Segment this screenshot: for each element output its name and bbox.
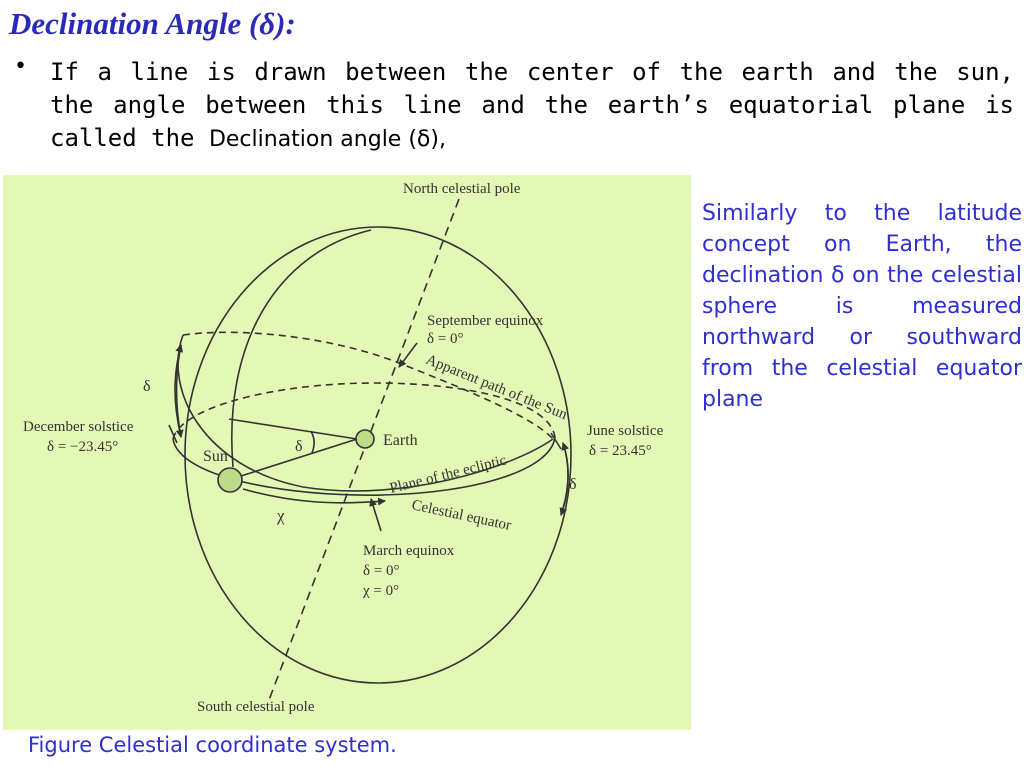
sun-equator-line: [229, 419, 357, 439]
september-equinox-label: September equinox: [427, 313, 544, 329]
delta-right-label: δ: [569, 476, 577, 493]
celestial-diagram: [3, 175, 691, 730]
bullet-marker: •: [14, 54, 27, 79]
december-solstice-label: December solstice: [23, 419, 134, 435]
earth-marker: [356, 430, 374, 448]
plane-ecliptic-label: Plane of the ecliptic: [388, 452, 508, 497]
chi-label: χ: [277, 506, 285, 525]
paragraph-tail: Declination angle (δ),: [208, 127, 446, 152]
delta-left-label: δ: [143, 378, 151, 395]
meridian-arc: [232, 230, 371, 467]
march-equinox-pointer: [371, 499, 381, 531]
march-equinox-label: March equinox: [363, 543, 455, 559]
june-delta-label: δ = 23.45°: [589, 443, 652, 459]
sun-marker: [218, 468, 242, 492]
north-pole-label: North celestial pole: [403, 181, 521, 197]
celestial-equator-label: Celestial equator: [410, 497, 513, 534]
december-delta-label: δ = −23.45°: [47, 439, 119, 455]
south-pole-label: South celestial pole: [197, 699, 315, 715]
sept-equinox-pointer: [399, 343, 417, 367]
side-note: Similarly to the latitude concept on Earth, the declination δ on the celestial sphere is measured northward or southward from the celestial equator plane: [702, 201, 1022, 412]
slide-title: Declination Angle (δ):: [9, 6, 296, 41]
sun-label: Sun: [203, 448, 228, 465]
apparent-path-label: Apparent path of the Sun: [423, 351, 570, 424]
june-solstice-label: June solstice: [587, 423, 664, 439]
march-chi-label: χ = 0°: [363, 583, 400, 599]
figure-caption: Figure Celestial coordinate system.: [28, 733, 397, 757]
celestial-diagram-svg: [3, 175, 691, 730]
delta-earth-label: δ: [295, 438, 303, 455]
delta-angle-arc: [311, 431, 314, 453]
paragraph-text: If a line is drawn between the center of the earth and the sun, the angle between this line and the earth’s equatorial plane is called the: [50, 58, 1014, 152]
earth-label: Earth: [383, 432, 418, 449]
celestial-sphere: [185, 227, 571, 683]
march-delta-label: δ = 0°: [363, 563, 400, 579]
september-delta-label: δ = 0°: [427, 331, 464, 347]
bullet-paragraph: [50, 56, 1014, 156]
